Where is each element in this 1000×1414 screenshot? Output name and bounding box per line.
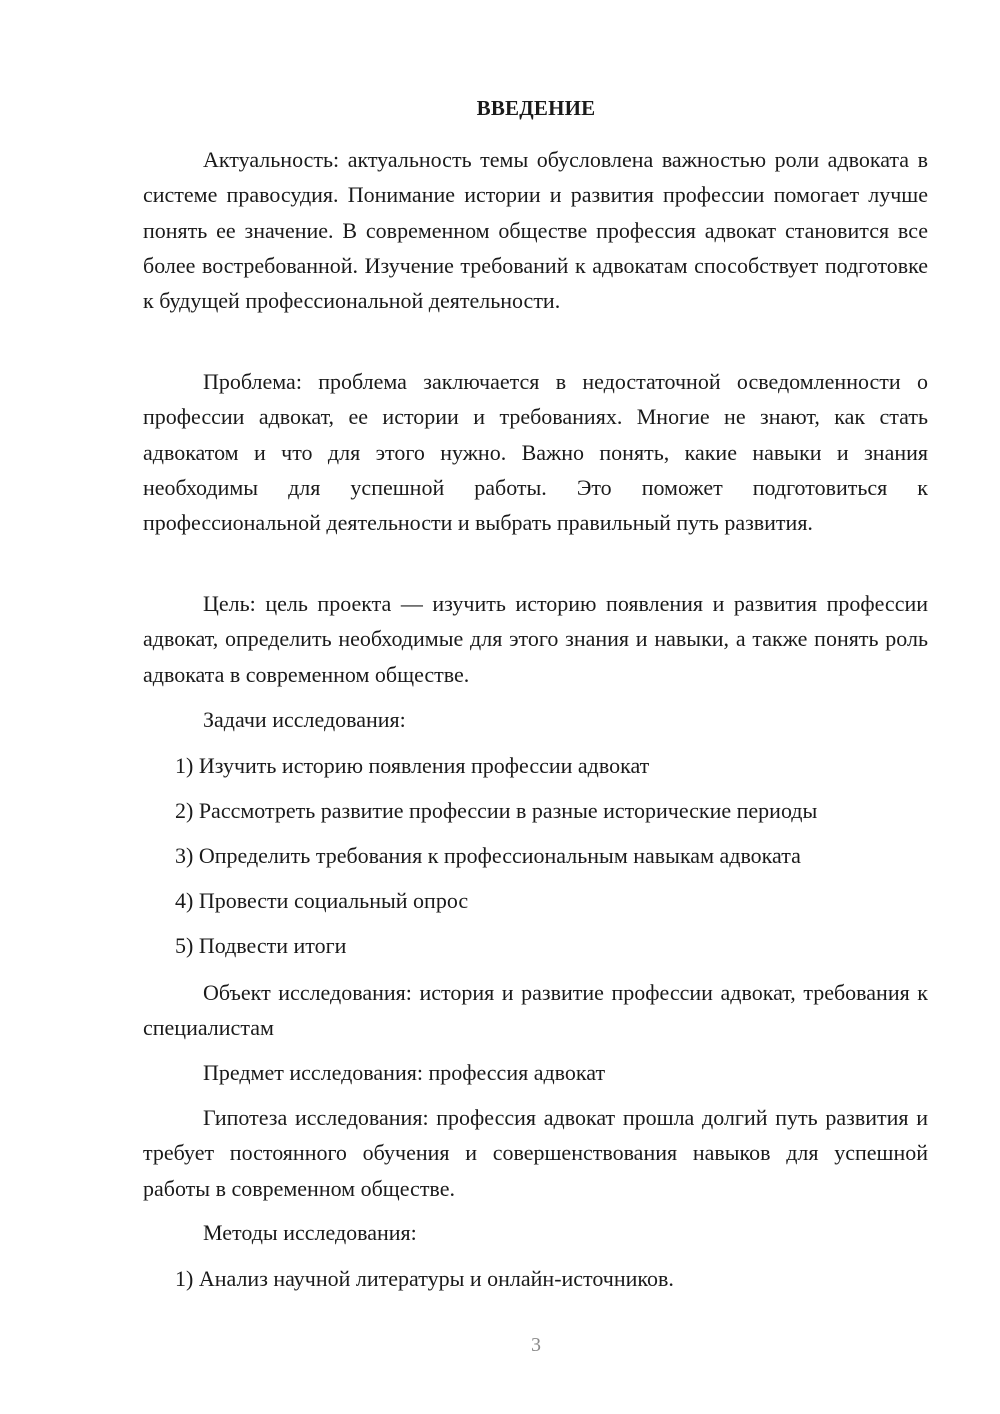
- task-item: 2) Рассмотреть развитие профессии в разные исторические периоды: [175, 798, 818, 823]
- section-heading: ВВЕДЕНИЕ: [476, 96, 596, 120]
- task-item: 1) Изучить историю появления профессии адвокат: [175, 753, 650, 778]
- goal-paragraph: Цель: цель проекта — изучить историю появления и развития профессии адвокат, определить необходимые для этого знания и навыки, а также понять роль адвоката в современном обществе.: [143, 591, 928, 687]
- relevance-paragraph: Актуальность: актуальность темы обусловлена важностью роли адвоката в системе правосудия. Понимание истории и развития профессии помогает лучше понять ее значение. В современном обществе профессия адвокат становится все более востребованной. Изучение требований к адвокатам способствует подготовке к будущей профессиональной деятельности.: [143, 147, 928, 314]
- object-paragraph: Объект исследования: история и развитие профессии адвокат, требования к специалистам: [143, 980, 928, 1041]
- task-item: 5) Подвести итоги: [175, 933, 347, 958]
- task-item: 3) Определить требования к профессиональным навыкам адвоката: [175, 843, 801, 868]
- subject-paragraph: Предмет исследования: профессия адвокат: [203, 1060, 606, 1085]
- method-item: 1) Анализ научной литературы и онлайн-источников.: [175, 1266, 674, 1291]
- tasks-title: Задачи исследования:: [203, 707, 406, 732]
- methods-title: Методы исследования:: [203, 1220, 417, 1245]
- task-item: 4) Провести социальный опрос: [175, 888, 469, 913]
- problem-paragraph: Проблема: проблема заключается в недостаточной осведомленности о профессии адвокат, ее истории и требованиях. Многие не знают, как стать адвокатом и что для этого нужно. Важно понять, какие навыки и знания необходимы для успешной работы. Это поможет подготовиться к профессиональной деятельности и выбрать правильный путь развития.: [143, 369, 928, 536]
- hypothesis-paragraph: Гипотеза исследования: профессия адвокат прошла долгий путь развития и требует постоянного обучения и совершенствования навыков для успешной работы в современном обществе.: [143, 1105, 928, 1201]
- page-number: 3: [531, 1334, 541, 1356]
